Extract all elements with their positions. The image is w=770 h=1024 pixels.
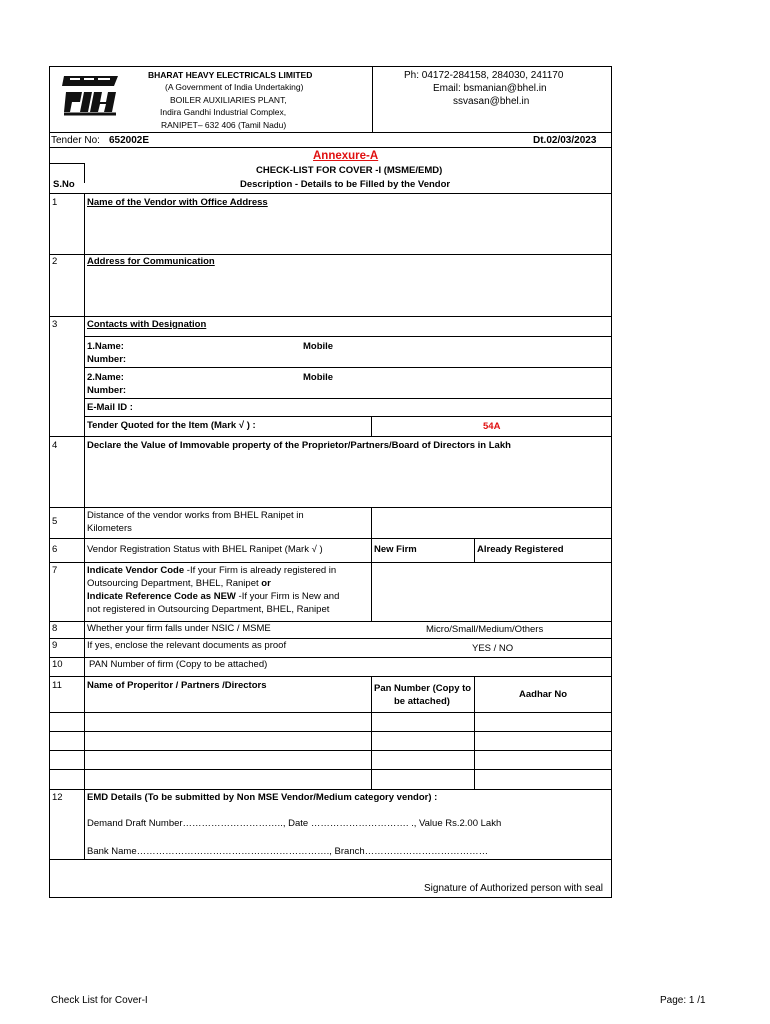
contact2-name-label: 2.Name: [87, 372, 124, 383]
pan-column-header-line2: be attached) [394, 696, 450, 707]
pan-number-label: PAN Number of firm (Copy to be attached) [89, 659, 268, 670]
contacts-label: Contacts with Designation [87, 319, 207, 330]
vendor-name-label: Name of the Vendor with Office Address [87, 197, 268, 208]
tender-date: Dt.02/03/2023 [533, 135, 597, 146]
vendor-name-field[interactable] [371, 210, 609, 250]
email-line-2: ssvasan@bhel.in [453, 96, 530, 107]
row-number: 10 [52, 659, 63, 670]
vendor-code-line2-text: Outsourcing Department, BHEL, Ranipet [87, 578, 262, 589]
new-firm-option[interactable]: New Firm [374, 544, 417, 555]
govt-line: (A Government of India Undertaking) [165, 82, 304, 92]
proof-label: If yes, enclose the relevant documents as proof [87, 640, 287, 651]
communication-address-label: Address for Communication [87, 256, 215, 267]
row-number: 11 [52, 680, 62, 691]
description-header: Description - Details to be Filled by the Vendor [240, 179, 451, 190]
contact2-number-label: Number: [87, 385, 127, 396]
tender-item-value[interactable]: 54A [483, 421, 501, 432]
row-number: 5 [52, 516, 58, 527]
row-number: 12 [52, 792, 63, 803]
email-line-1: Email: bsmanian@bhel.in [433, 83, 547, 94]
nsic-msme-label: Whether your firm falls under NSIC / MSME [87, 623, 271, 634]
proprietor-names-label: Name of Properitor / Partners /Directors [87, 680, 267, 691]
distance-field[interactable] [373, 509, 609, 536]
bank-name-line: Bank Name……………………………………………………., Branch………………………………… [87, 846, 489, 857]
tender-number: 652002E [109, 135, 150, 146]
row-number: 1 [52, 197, 58, 208]
immovable-property-label: Declare the Value of Immovable property of the Proprietor/Partners/Board of Directors in Lakh [87, 440, 511, 451]
footer-left: Check List for Cover-I [51, 995, 148, 1006]
msme-category-options[interactable]: Micro/Small/Medium/Others [426, 624, 544, 635]
plant-line: BOILER AUXILIARIES PLANT, [170, 95, 287, 105]
yes-no-options[interactable]: YES / NO [472, 643, 514, 654]
row-number: 8 [52, 623, 58, 634]
row-number: 9 [52, 640, 58, 651]
reference-code-line [87, 591, 339, 603]
company-name: BHARAT HEAVY ELECTRICALS LIMITED [148, 70, 313, 80]
already-registered-option[interactable]: Already Registered [477, 544, 564, 555]
row-number: 3 [52, 319, 58, 330]
row-number: 6 [52, 544, 58, 555]
vendor-code-bold: Indicate Vendor Code [87, 565, 185, 576]
reference-code-rest: -If your Firm is New and [235, 591, 340, 602]
contact1-mobile-label: Mobile [303, 341, 334, 352]
aadhar-column-header: Aadhar No [519, 689, 568, 700]
bhel-logo-icon [60, 72, 122, 120]
registration-status-label: Vendor Registration Status with BHEL Ranipet (Mark √ ) [87, 544, 323, 555]
reference-code-bold: Indicate Reference Code as NEW [87, 591, 236, 602]
distance-label-line1: Distance of the vendor works from BHEL Ranipet in [87, 510, 304, 521]
vendor-code-rest: -If your Firm is already registered in [184, 565, 337, 576]
vendor-code-line2 [87, 578, 271, 590]
demand-draft-line: Demand Draft Number………………………….., Date …………………………. ., Value Rs.2.00 Lakh [87, 818, 502, 829]
row-number: 2 [52, 256, 58, 267]
tender-label: Tender No: [51, 135, 100, 146]
annexure-title: Annexure-A [313, 150, 379, 162]
signature-label: Signature of Authorized person with seal [424, 883, 603, 894]
contact1-name-label: 1.Name: [87, 341, 124, 352]
or-text: or [261, 578, 271, 589]
phone-line: Ph: 04172-284158, 284030, 241170 [404, 70, 564, 81]
row-number: 4 [52, 440, 58, 451]
sno-header: S.No [53, 179, 75, 190]
reference-code-line4: not registered in Outsourcing Department, BHEL, Ranipet [87, 604, 330, 615]
emd-details-label: EMD Details (To be submitted by Non MSE Vendor/Medium category vendor) : [87, 792, 438, 803]
communication-address-field[interactable] [371, 270, 609, 312]
page-number: Page: 1 /1 [660, 995, 706, 1006]
tender-item-label: Tender Quoted for the Item (Mark √ ) : [87, 420, 256, 431]
contact2-mobile-label: Mobile [303, 372, 334, 383]
vendor-code-field[interactable] [373, 564, 609, 619]
checklist-title: CHECK-LIST FOR COVER -I (MSME/EMD) [256, 165, 443, 176]
contact1-number-label: Number: [87, 354, 127, 365]
email-label: E-Mail ID : [87, 402, 133, 413]
vendor-code-line1 [87, 565, 336, 577]
address-line: RANIPET– 632 406 (Tamil Nadu) [161, 120, 287, 130]
pan-column-header-line1: Pan Number (Copy to [374, 683, 472, 694]
row-number: 7 [52, 565, 58, 576]
distance-label-line2: Kilometers [87, 523, 132, 534]
complex-line: Indira Gandhi Industrial Complex, [160, 107, 287, 117]
